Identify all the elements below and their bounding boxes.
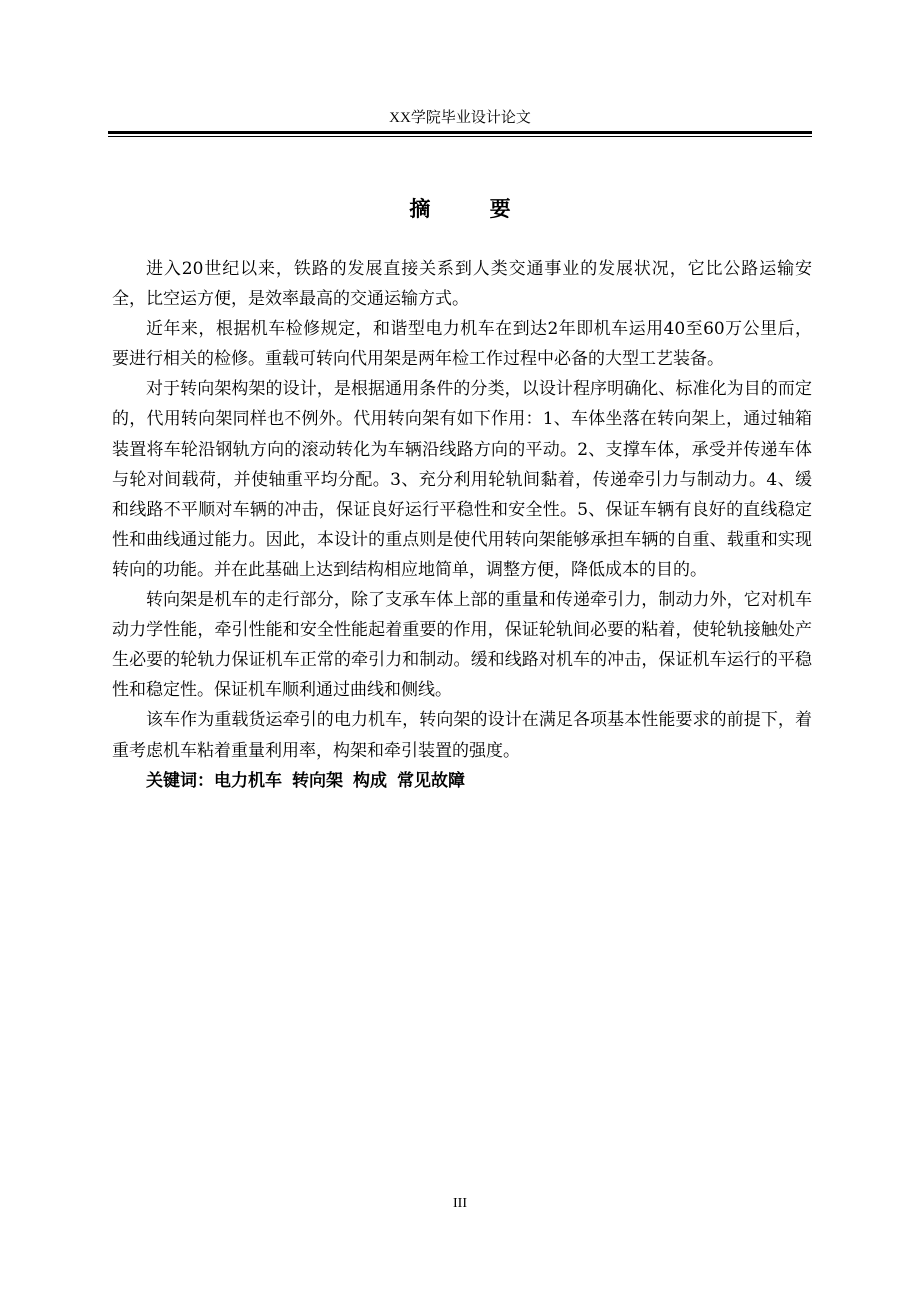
abstract-body bbox=[112, 254, 812, 796]
header-rule-thick bbox=[108, 131, 812, 134]
header-rule-thin bbox=[108, 136, 812, 137]
abstract-paragraph-3: 对于转向架构架的设计，是根据通用条件的分类，以设计程序明确化、标准化为目的而定的，代用转向架同样也不例外。代用转向架有如下作用：1、车体坐落在转向架上，通过轴箱装置将车轮沿钢轨方向的滚动转化为车辆沿线路方向的平动。2、支撑车体，承受并传递车体与轮对间载荷，并使轴重平均分配。3、充分利用轮轨间黏着，传递牵引力与制动力。4、缓和线路不平顺对车辆的冲击，保证良好运行平稳性和安全性。5、保证车辆有良好的直线稳定性和曲线通过能力。因此，本设计的重点则是使代用转向架能够承担车辆的自重、载重和实现转向的功能。并在此基础上达到结构相应地简单，调整方便，降低成本的目的。 bbox=[112, 379, 812, 580]
page-number: III bbox=[453, 1196, 467, 1211]
keyword-1: 电力机车 bbox=[214, 770, 282, 791]
keywords-line bbox=[112, 766, 812, 796]
keywords-label: 关键词： bbox=[146, 770, 214, 791]
running-header: XX学院毕业设计论文 bbox=[389, 110, 531, 126]
abstract-paragraph-2: 近年来，根据机车检修规定，和谐型电力机车在到达2年即机车运用40至60万公里后，要进行相关的检修。重载可转向代用架是两年检工作过程中必备的大型工艺装备。 bbox=[112, 319, 812, 370]
abstract-paragraph-5: 该车作为重载货运牵引的电力机车，转向架的设计在满足各项基本性能要求的前提下，着重考虑机车粘着重量利用率，构架和牵引装置的强度。 bbox=[112, 710, 812, 761]
keyword-2: 转向架 bbox=[292, 770, 343, 791]
abstract-title: 摘 要 bbox=[409, 197, 537, 221]
keyword-4: 常见故障 bbox=[397, 770, 465, 791]
keyword-3: 构成 bbox=[353, 770, 387, 791]
abstract-paragraph-4: 转向架是机车的走行部分，除了支承车体上部的重量和传递牵引力，制动力外，它对机车动力学性能，牵引性能和安全性能起着重要的作用，保证轮轨间必要的粘着，使轮轨接触处产生必要的轮轨力保证机车正常的牵引力和制动。缓和线路对机车的冲击，保证机车运行的平稳性和稳定性。保证机车顺利通过曲线和侧线。 bbox=[112, 590, 812, 701]
abstract-paragraph-1: 进入20世纪以来，铁路的发展直接关系到人类交通事业的发展状况，它比公路运输安全，比空运方便，是效率最高的交通运输方式。 bbox=[112, 259, 812, 310]
